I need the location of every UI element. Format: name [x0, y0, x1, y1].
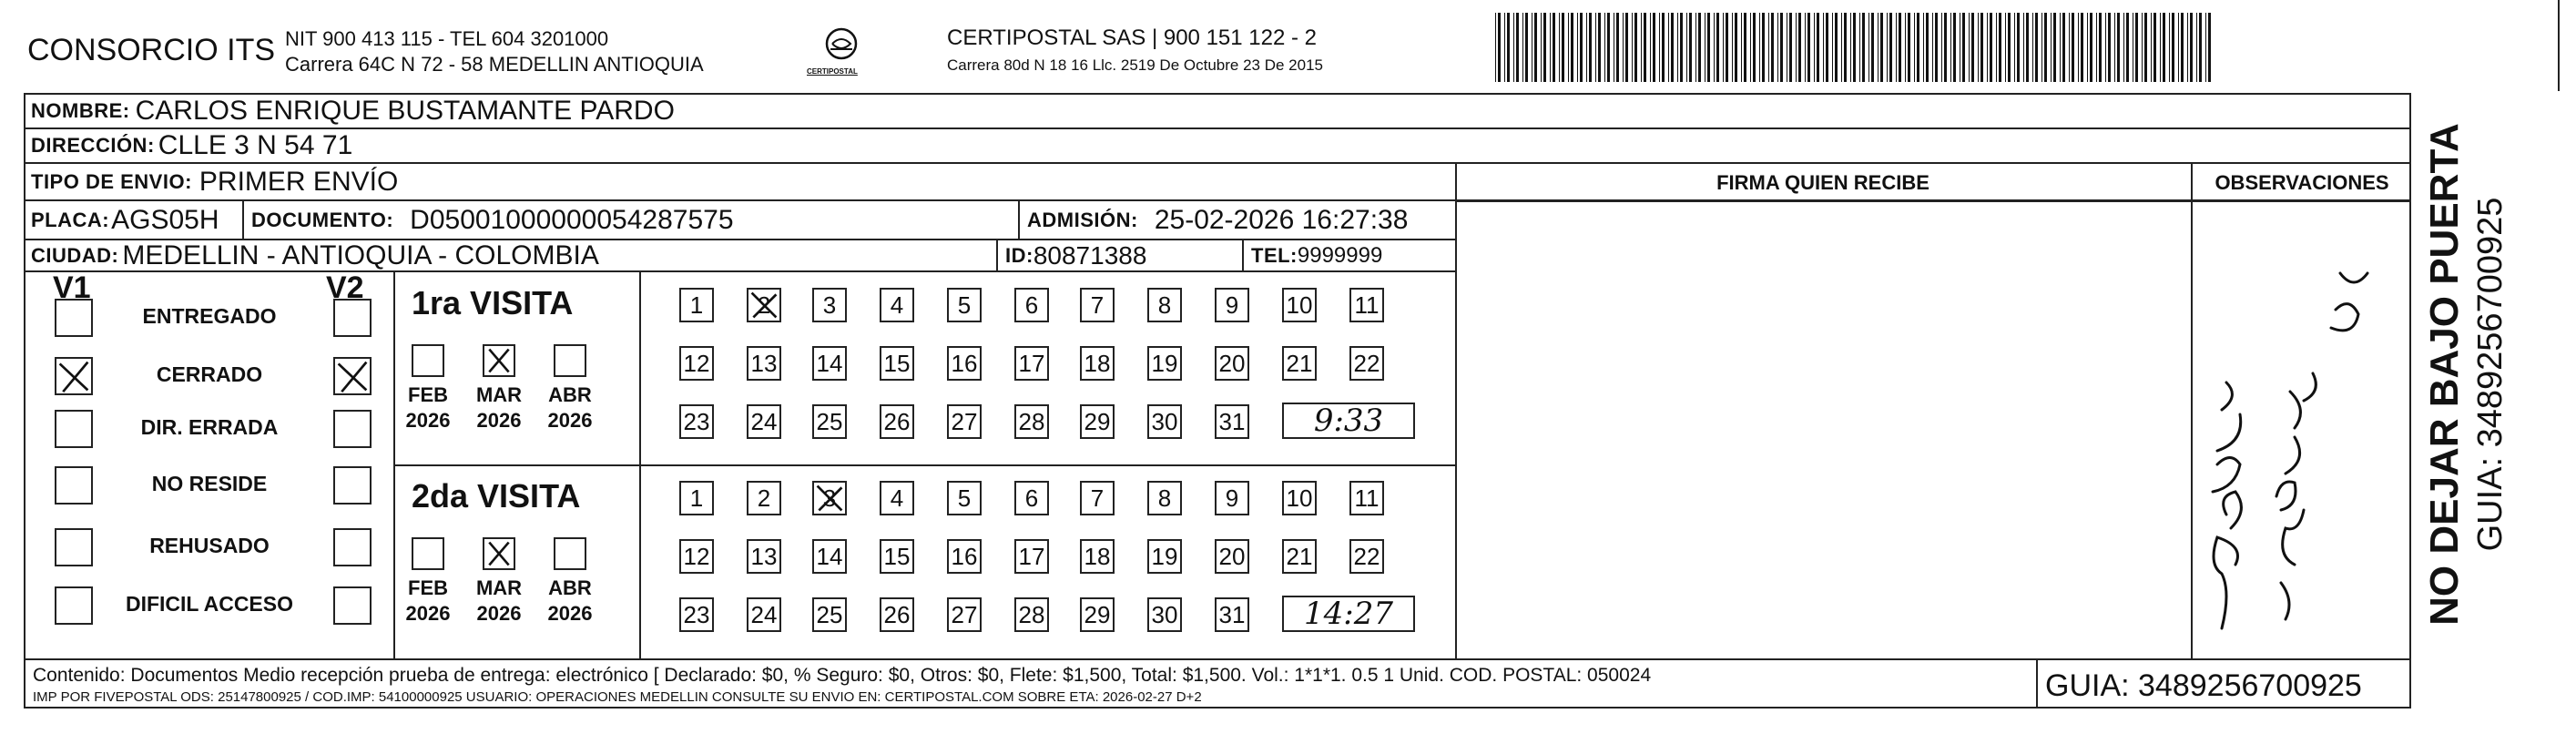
- month-checkbox[interactable]: [554, 537, 586, 570]
- day-number: 9: [1225, 291, 1239, 319]
- placa-cell: [25, 201, 219, 239]
- day-number: 25: [816, 600, 843, 628]
- status-label: REHUSADO: [149, 534, 270, 557]
- placa-label: PLACA:: [31, 208, 110, 231]
- side-guia: GUIA: 3489256700925: [2471, 197, 2510, 552]
- day-box[interactable]: [1147, 539, 1182, 574]
- company-name: CONSORCIO ITS: [27, 33, 276, 67]
- nombre-value: CARLOS ENRIQUE BUSTAMANTE PARDO: [135, 96, 675, 126]
- firma-left-border: [1455, 162, 1457, 658]
- day-number: 23: [683, 600, 710, 628]
- day-box[interactable]: [1014, 288, 1049, 322]
- direccion-label: DIRECCIÓN:: [31, 134, 155, 157]
- id-label: ID:: [1005, 243, 1033, 267]
- day-number: 13: [750, 349, 778, 377]
- footer-guia-divider: [2036, 658, 2038, 709]
- check-x-icon: [484, 346, 514, 375]
- footer-rule: [24, 658, 2411, 660]
- col-divider: [996, 239, 998, 270]
- day-number: 29: [1084, 600, 1111, 628]
- side-text: [2415, 115, 2533, 634]
- day-box[interactable]: [679, 404, 714, 439]
- day-box[interactable]: [747, 597, 781, 632]
- documento-value: D05001000000054287575: [410, 204, 734, 235]
- v1-label: V1: [53, 270, 91, 305]
- visit-title: 1ra VISITA: [412, 284, 574, 321]
- v2-checkbox[interactable]: [333, 586, 372, 625]
- day-box[interactable]: [679, 288, 714, 322]
- ciudad-value: MEDELLIN - ANTIOQUIA - COLOMBIA: [122, 240, 599, 270]
- day-number: 8: [1157, 484, 1172, 512]
- day-box[interactable]: [747, 481, 781, 515]
- day-box[interactable]: [1080, 288, 1115, 322]
- day-box[interactable]: [880, 481, 914, 515]
- tipo-value: PRIMER ENVÍO: [199, 167, 399, 197]
- logo-caption: CERTIPOSTAL: [807, 67, 858, 76]
- check-x-icon: [748, 290, 779, 321]
- day-number: 17: [1018, 542, 1045, 570]
- day-number: 3: [822, 484, 837, 512]
- v2-checkbox[interactable]: [333, 528, 372, 566]
- day-number: 7: [1090, 291, 1105, 319]
- day-box[interactable]: [880, 597, 914, 632]
- day-number: 26: [883, 600, 911, 628]
- day-number: 17: [1018, 349, 1045, 377]
- day-number: 24: [750, 407, 778, 435]
- day-box[interactable]: [1282, 539, 1317, 574]
- id-cell: [1000, 240, 1146, 270]
- status-label: CERRADO: [156, 362, 263, 386]
- tipo-envio-row: [25, 165, 398, 199]
- check-x-icon: [484, 539, 514, 568]
- day-number: 6: [1024, 484, 1039, 512]
- day-box[interactable]: [1215, 481, 1249, 515]
- day-box[interactable]: [1080, 404, 1115, 439]
- day-box[interactable]: [679, 539, 714, 574]
- visit-divider: [393, 464, 1455, 466]
- day-box[interactable]: [1215, 597, 1249, 632]
- day-number: 29: [1084, 407, 1111, 435]
- day-number: 19: [1151, 349, 1178, 377]
- month-label: [401, 576, 455, 627]
- v2-checkbox[interactable]: [333, 410, 372, 448]
- day-box[interactable]: [947, 539, 982, 574]
- day-box[interactable]: [812, 539, 847, 574]
- day-number: 12: [683, 349, 710, 377]
- day-number: 5: [957, 291, 972, 319]
- day-box[interactable]: [1147, 288, 1182, 322]
- day-box[interactable]: [812, 404, 847, 439]
- v1-checkbox[interactable]: [55, 586, 93, 625]
- firma-header: FIRMA QUIEN RECIBE: [1716, 171, 1929, 194]
- col-divider: [1242, 239, 1244, 270]
- day-box[interactable]: [1349, 539, 1384, 574]
- day-number: 3: [822, 291, 837, 319]
- day-box[interactable]: [947, 288, 982, 322]
- day-number: 5: [957, 484, 972, 512]
- day-number: 21: [1286, 349, 1313, 377]
- day-number: 14: [816, 542, 843, 570]
- day-number: 18: [1084, 349, 1111, 377]
- status-label: NO RESIDE: [151, 472, 268, 495]
- nombre-label: NOMBRE:: [31, 99, 130, 122]
- month-year: 2026: [547, 409, 593, 432]
- day-number: 15: [883, 349, 911, 377]
- v1-checkbox[interactable]: [55, 466, 93, 505]
- day-number: 11: [1354, 484, 1380, 512]
- admision-label: ADMISIÓN:: [1027, 208, 1138, 231]
- day-number: 13: [750, 542, 778, 570]
- month-checkbox[interactable]: [554, 344, 586, 377]
- day-box[interactable]: [1014, 404, 1049, 439]
- month-year: 2026: [547, 602, 593, 625]
- observaciones-handwriting: [2194, 219, 2409, 651]
- day-number: 28: [1018, 407, 1045, 435]
- day-box[interactable]: [880, 404, 914, 439]
- tel-value: 9999999: [1297, 242, 1383, 268]
- day-box[interactable]: [1080, 597, 1115, 632]
- day-number: 31: [1218, 600, 1246, 628]
- day-number: 10: [1286, 484, 1313, 512]
- company-nit: NIT 900 413 115 - TEL 604 3201000: [285, 27, 609, 50]
- day-box[interactable]: [1215, 404, 1249, 439]
- day-box[interactable]: [1215, 539, 1249, 574]
- day-number: 8: [1157, 291, 1172, 319]
- col-divider: [242, 199, 244, 239]
- day-number: 16: [951, 542, 978, 570]
- footer-guia: GUIA: 3489256700925: [2045, 668, 2362, 703]
- month-label: [543, 576, 597, 627]
- v1-checkbox[interactable]: [55, 528, 93, 566]
- day-box[interactable]: [747, 404, 781, 439]
- day-box[interactable]: [747, 539, 781, 574]
- day-number: 30: [1151, 600, 1178, 628]
- footer-contenido: Contenido: Documentos Medio recepción prueba de entrega: electrónico [ Declarado: $0, % Seguro: $0, Otros: $0, Flete: $1,500, Total: $1,500. Vol.: 1*1*1. 0.5 1 Unid. COD. POSTAL: 050024: [33, 665, 1652, 686]
- v2-checkbox[interactable]: [333, 299, 372, 337]
- month-checkbox[interactable]: [483, 344, 515, 377]
- direccion-row: [25, 129, 352, 162]
- day-number: 22: [1353, 349, 1380, 377]
- visit-title: 2da VISITA: [412, 477, 581, 515]
- day-number: 15: [883, 542, 911, 570]
- day-box[interactable]: [1014, 597, 1049, 632]
- nombre-row: [25, 95, 675, 127]
- day-number: 4: [890, 291, 904, 319]
- day-box[interactable]: [1147, 597, 1182, 632]
- col-divider: [1018, 199, 1020, 239]
- day-number: 30: [1151, 407, 1178, 435]
- documento-label: DOCUMENTO:: [251, 208, 394, 231]
- day-number: 4: [890, 484, 904, 512]
- day-box[interactable]: [1215, 346, 1249, 381]
- day-box[interactable]: [1080, 539, 1115, 574]
- day-box[interactable]: [1282, 346, 1317, 381]
- status-label: DIR. ERRADA: [140, 415, 279, 439]
- day-box[interactable]: [679, 346, 714, 381]
- check-x-icon: [335, 359, 370, 393]
- month-year: 2026: [476, 602, 522, 625]
- day-number: 22: [1353, 542, 1380, 570]
- day-box[interactable]: [1282, 288, 1317, 322]
- month-year: 2026: [476, 409, 522, 432]
- v2-label: V2: [326, 270, 364, 305]
- day-number: 27: [951, 407, 978, 435]
- observaciones-header: OBSERVACIONES: [2215, 171, 2389, 194]
- day-number: 16: [951, 349, 978, 377]
- admision-cell: [1022, 201, 1408, 239]
- day-box[interactable]: [1147, 404, 1182, 439]
- day-box[interactable]: [947, 481, 982, 515]
- tipo-label: TIPO DE ENVIO:: [31, 170, 192, 193]
- month-name: FEB: [408, 576, 448, 599]
- day-box[interactable]: [812, 481, 847, 515]
- ciudad-label: CIUDAD:: [31, 243, 119, 267]
- day-number: 19: [1151, 542, 1178, 570]
- month-name: MAR: [475, 383, 523, 406]
- day-number: 20: [1218, 349, 1246, 377]
- month-label: [543, 382, 597, 433]
- row-divider: [24, 127, 2411, 129]
- day-box[interactable]: [679, 597, 714, 632]
- month-checkbox[interactable]: [483, 537, 515, 570]
- v1-checkbox[interactable]: [55, 357, 93, 395]
- check-x-icon: [56, 359, 91, 393]
- operator-name: CERTIPOSTAL SAS | 900 151 122 - 2: [947, 25, 1317, 50]
- status-label: DIFICIL ACCESO: [125, 592, 293, 616]
- month-label: [472, 382, 526, 433]
- day-box[interactable]: [1349, 481, 1384, 515]
- day-box[interactable]: [947, 404, 982, 439]
- v2-checkbox[interactable]: [333, 466, 372, 505]
- day-number: 10: [1286, 291, 1313, 319]
- month-label: [472, 576, 526, 627]
- day-box[interactable]: [812, 597, 847, 632]
- id-value: 80871388: [1033, 240, 1147, 270]
- day-number: 2: [757, 484, 771, 512]
- admision-value: 25-02-2026 16:27:38: [1154, 204, 1409, 235]
- month-checkbox[interactable]: [412, 537, 444, 570]
- day-box[interactable]: [1080, 346, 1115, 381]
- month-name: MAR: [475, 576, 523, 599]
- day-box[interactable]: [880, 346, 914, 381]
- day-number: 23: [683, 407, 710, 435]
- day-number: 1: [689, 484, 704, 512]
- tel-cell: [1246, 240, 1382, 270]
- visit-time-box[interactable]: 14:27: [1282, 596, 1415, 632]
- day-number: 20: [1218, 542, 1246, 570]
- day-number: 25: [816, 407, 843, 435]
- day-box[interactable]: [1014, 346, 1049, 381]
- day-box[interactable]: [1349, 288, 1384, 322]
- day-number: 24: [750, 600, 778, 628]
- direccion-value: CLLE 3 N 54 71: [158, 130, 353, 160]
- day-number: 14: [816, 349, 843, 377]
- day-box[interactable]: [947, 597, 982, 632]
- visit-time-box[interactable]: 9:33: [1282, 403, 1415, 439]
- month-name: FEB: [408, 383, 448, 406]
- row-divider: [24, 162, 2411, 164]
- day-box[interactable]: [1147, 481, 1182, 515]
- day-number: 27: [951, 600, 978, 628]
- day-box[interactable]: [947, 346, 982, 381]
- tel-label: TEL:: [1251, 243, 1298, 267]
- month-year: 2026: [405, 409, 451, 432]
- day-number: 1: [689, 291, 704, 319]
- day-number: 18: [1084, 542, 1111, 570]
- day-box[interactable]: [1080, 481, 1115, 515]
- day-box[interactable]: [747, 346, 781, 381]
- v1-checkbox[interactable]: [55, 299, 93, 337]
- status-label: ENTREGADO: [142, 304, 277, 328]
- day-box[interactable]: [1349, 346, 1384, 381]
- day-box[interactable]: [812, 346, 847, 381]
- day-box[interactable]: [1014, 481, 1049, 515]
- month-checkbox[interactable]: [412, 344, 444, 377]
- month-year: 2026: [405, 602, 451, 625]
- day-number: 2: [757, 291, 771, 319]
- month-name: ABR: [548, 576, 592, 599]
- day-box[interactable]: [880, 539, 914, 574]
- firma-header-rule: [1455, 200, 2411, 202]
- day-box[interactable]: [812, 288, 847, 322]
- day-number: 9: [1225, 484, 1239, 512]
- visit-month-divider: [639, 270, 641, 658]
- v1-checkbox[interactable]: [55, 410, 93, 448]
- day-box[interactable]: [1215, 288, 1249, 322]
- documento-cell: [246, 201, 734, 239]
- check-x-icon: [814, 483, 845, 514]
- day-box[interactable]: [679, 481, 714, 515]
- top-right-rule: [2558, 0, 2560, 91]
- day-box[interactable]: [747, 288, 781, 322]
- placa-value: AGS05H: [111, 204, 219, 235]
- ciudad-cell: [25, 240, 599, 270]
- month-name: ABR: [548, 383, 592, 406]
- v2-checkbox[interactable]: [333, 357, 372, 395]
- day-number: 21: [1286, 542, 1313, 570]
- observaciones-left-border: [2191, 162, 2193, 658]
- footer-imp: IMP POR FIVEPOSTAL ODS: 25147800925 / COD.IMP: 54100000925 USUARIO: OPERACIONES MEDELLIN CONSULTE SU ENVIO EN: CERTIPOSTAL.COM SOBRE ETA: 2026-02-27 D+2: [33, 689, 1202, 705]
- no-dejar-bajo-puerta: NO DEJAR BAJO PUERTA: [2422, 123, 2467, 626]
- day-number: 26: [883, 407, 911, 435]
- month-label: [401, 382, 455, 433]
- day-number: 11: [1354, 291, 1380, 319]
- company-address: Carrera 64C N 72 - 58 MEDELLIN ANTIOQUIA: [285, 53, 704, 76]
- day-number: 12: [683, 542, 710, 570]
- day-number: 28: [1018, 600, 1045, 628]
- day-box[interactable]: [1014, 539, 1049, 574]
- operator-license: Carrera 80d N 18 16 Llc. 2519 De Octubre 23 De 2015: [947, 56, 1323, 74]
- day-box[interactable]: [1147, 346, 1182, 381]
- day-number: 6: [1024, 291, 1039, 319]
- day-box[interactable]: [1282, 481, 1317, 515]
- day-number: 31: [1218, 407, 1246, 435]
- barcode: [1493, 13, 2217, 82]
- day-box[interactable]: [880, 288, 914, 322]
- day-number: 7: [1090, 484, 1105, 512]
